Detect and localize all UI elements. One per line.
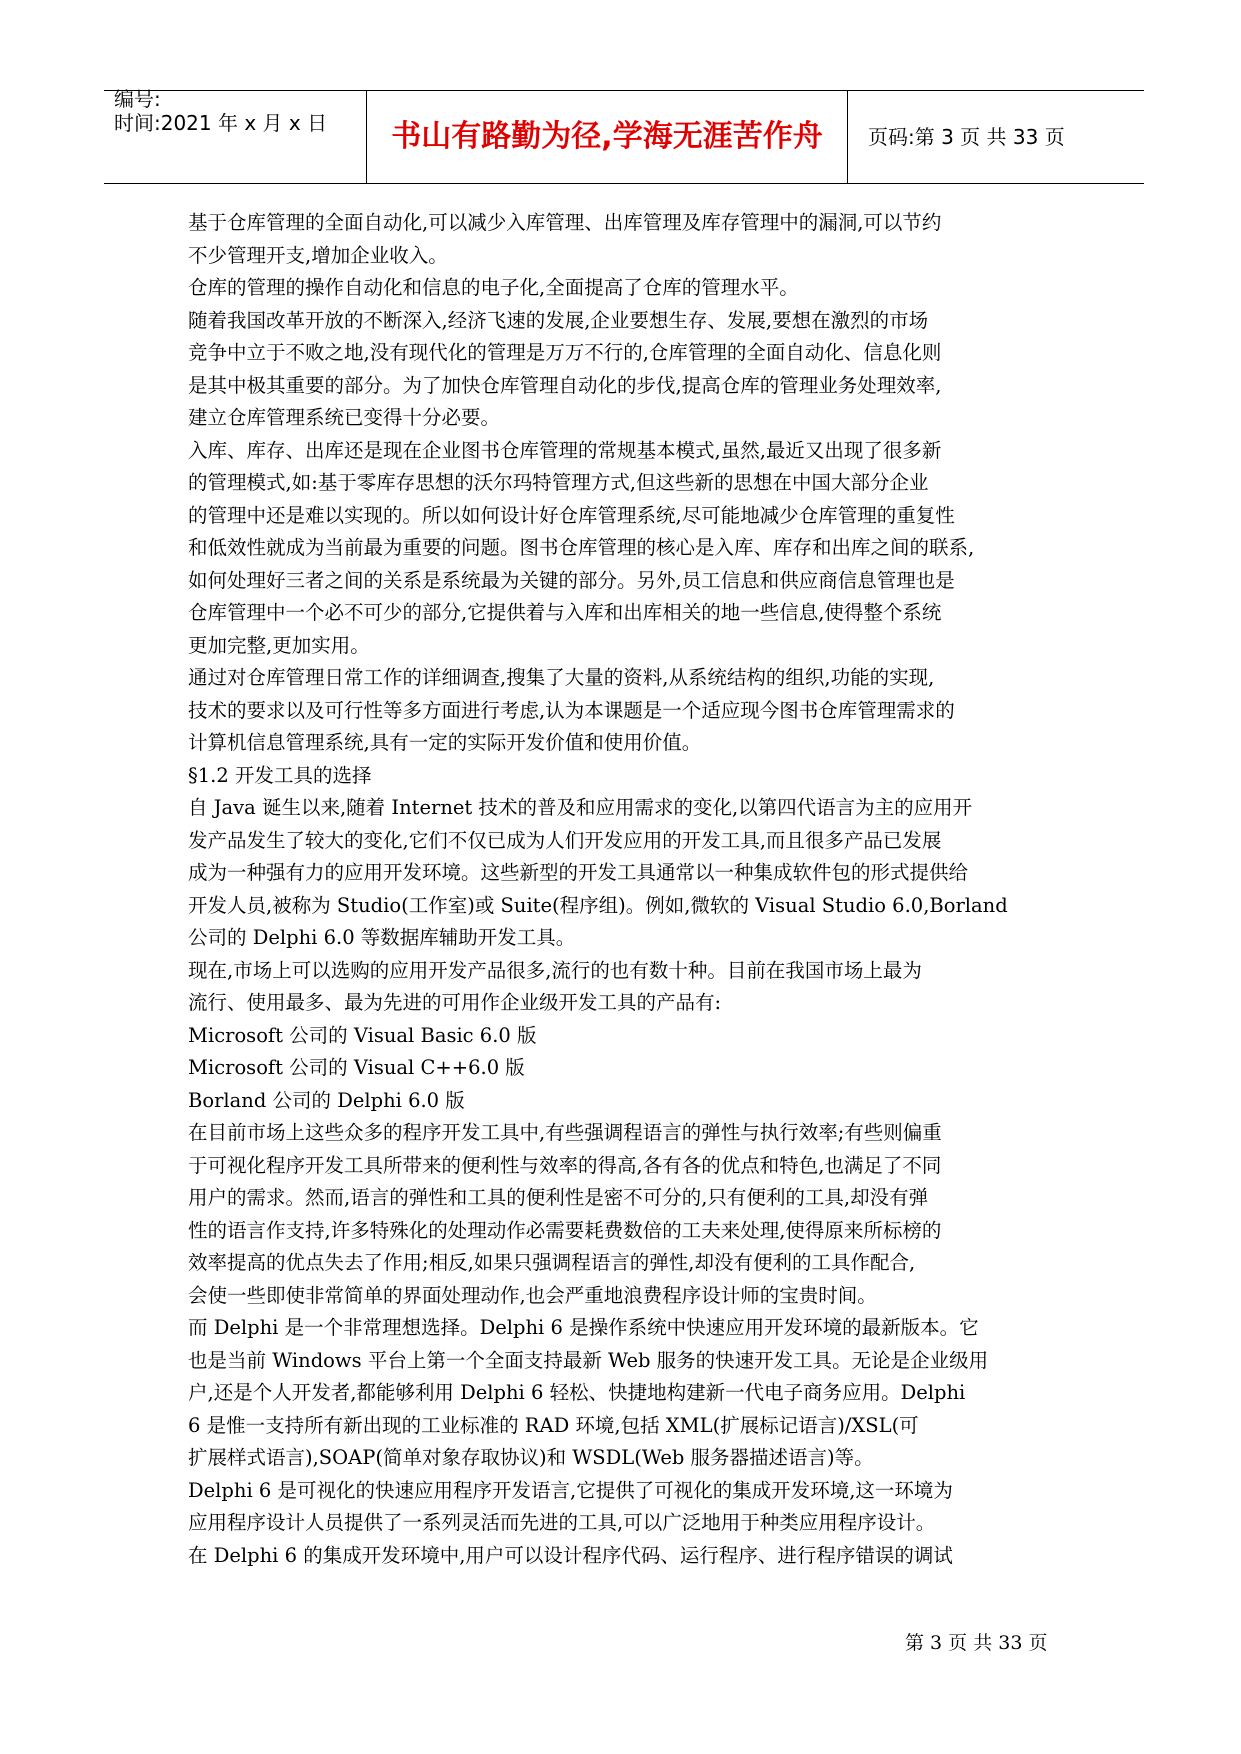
body-text-line: 扩展样式语言),SOAP(简单对象存取协议)和 WSDL(Web 服务器描述语言)等。 [188,1446,874,1469]
header-meta-cell [104,87,367,183]
body-text-line: 是其中极其重要的部分。为了加快仓库管理自动化的步伐,提高仓库的管理业务处理效率, [188,373,942,397]
header-time-label: 时间:2021 年 x 月 x 日 [114,111,328,135]
body-text-line: Borland 公司的 Delphi 6.0 版 [188,1088,465,1112]
body-text-line: 发产品发生了较大的变化,它们不仅已成为人们开发应用的开发工具,而且很多产品已发展 [188,828,942,852]
body-text-line: 竞争中立于不败之地,没有现代化的管理是万万不行的,仓库管理的全面自动化、信息化则 [188,341,942,364]
page-header [104,87,1144,184]
body-text-line: 的管理中还是难以实现的。所以如何设计好仓库管理系统,尽可能地减少仓库管理的重复性 [188,503,955,527]
body-text-line: 的管理模式,如:基于零库存思想的沃尔玛特管理方式,但这些新的思想在中国大部分企业 [188,471,929,494]
body-text-line: 也是当前 Windows 平台上第一个全面支持最新 Web 服务的快速开发工具。无论是企业级用 [188,1348,989,1372]
body-text-line: 会使一些即使非常简单的界面处理动作,也会严重地浪费程序设计师的宝贵时间。 [188,1283,877,1307]
body-text-line: 计算机信息管理系统,具有一定的实际开发价值和使用价值。 [188,731,702,754]
body-text-line: 流行、使用最多、最为先进的可用作企业级开发工具的产品有: [188,991,722,1014]
body-text-line: 6 是惟一支持所有新出现的工业标准的 RAD 环境,包括 XML(扩展标记语言)/XSL(可 [188,1413,919,1437]
body-text-line: §1.2 开发工具的选择 [188,763,372,787]
body-text-line: 成为一种强有力的应用开发环境。这些新型的开发工具通常以一种集成软件包的形式提供给 [188,861,969,884]
body-text-line: 不少管理开支,增加企业收入。 [188,243,448,267]
body-text-line: Microsoft 公司的 Visual C++6.0 版 [188,1056,525,1079]
header-motto: 书山有路勤为径,学海无涯苦作舟 [391,119,823,154]
body-text-line: 和低效性就成为当前最为重要的问题。图书仓库管理的核心是入库、库存和出库之间的联系, [188,536,975,559]
body-text-line: 而 Delphi 是一个非常理想选择。Delphi 6 是操作系统中快速应用开发环境的最新版本。它 [188,1316,979,1339]
body-text-line: 自 Java 诞生以来,随着 Internet 技术的普及和应用需求的变化,以第四代语言为主的应用开 [188,796,973,819]
body-text-line: 建立仓库管理系统已变得十分必要。 [188,406,501,429]
body-text-line: 如何处理好三者之间的关系是系统最为关键的部分。另外,员工信息和供应商信息管理也是 [188,568,955,592]
body-text-line: 在 Delphi 6 的集成开发环境中,用户可以设计程序代码、运行程序、进行程序错误的调试 [188,1543,953,1567]
body-text-line: 随着我国改革开放的不断深入,经济飞速的发展,企业要想生存、发展,要想在激烈的市场 [188,308,929,332]
header-motto-cell [367,91,848,183]
body-text-line: 现在,市场上可以选购的应用开发产品很多,流行的也有数十种。目前在我国市场上最为 [188,958,922,982]
header-page-info: 页码:第 3 页 共 33 页 [868,125,1065,149]
body-text-line: Microsoft 公司的 Visual Basic 6.0 版 [188,1023,537,1047]
body-text-line: 公司的 Delphi 6.0 等数据库辅助开发工具。 [188,926,576,949]
body-text-line: Delphi 6 是可视化的快速应用程序开发语言,它提供了可视化的集成开发环境,这一环境为 [188,1478,953,1502]
page-footer: 第 3 页 共 33 页 [905,1632,1048,1654]
body-text-line: 技术的要求以及可行性等多方面进行考虑,认为本课题是一个适应现今图书仓库管理需求的 [188,698,955,722]
body-text-line: 在目前市场上这些众多的程序开发工具中,有些强调程语言的弹性与执行效率;有些则偏重 [188,1121,942,1144]
body-text-line: 性的语言作支持,许多特殊化的处理动作必需要耗费数倍的工夫来处理,使得原来所标榜的 [188,1218,942,1242]
body-text-line: 于可视化程序开发工具所带来的便利性与效率的得高,各有各的优点和特色,也满足了不同 [188,1153,942,1177]
body-text-line: 入库、库存、出库还是现在企业图书仓库管理的常规基本模式,虽然,最近又出现了很多新 [188,438,942,462]
body-text-line: 应用程序设计人员提供了一系列灵活而先进的工具,可以广泛地用于种类应用程序设计。 [188,1511,936,1534]
body-text-line: 仓库管理中一个必不可少的部分,它提供着与入库和出库相关的地一些信息,使得整个系统 [188,601,942,624]
body-text-line: 通过对仓库管理日常工作的详细调查,搜集了大量的资料,从系统结构的组织,功能的实现, [188,666,935,689]
body-text-line: 更加完整,更加实用。 [188,633,370,657]
body-text-line: 用户的需求。然而,语言的弹性和工具的便利性是密不可分的,只有便利的工具,却没有弹 [188,1186,929,1209]
document-body [188,207,1058,1572]
body-text-line: 开发人员,被称为 Studio(工作室)或 Suite(程序组)。例如,微软的 Visual Studio 6.0,Borland [188,893,1008,917]
header-page-cell [848,91,1144,183]
header-number-label: 编号: [114,87,161,111]
body-text-line: 户,还是个人开发者,都能够利用 Delphi 6 轻松、快捷地构建新一代电子商务应用。Delphi [188,1381,966,1404]
body-text-line: 效率提高的优点失去了作用;相反,如果只强调程语言的弹性,却没有便利的工具作配合, [188,1251,916,1274]
body-text-line: 仓库的管理的操作自动化和信息的电子化,全面提高了仓库的管理水平。 [188,276,799,299]
body-text-line: 基于仓库管理的全面自动化,可以减少入库管理、出库管理及库存管理中的漏洞,可以节约 [188,211,942,234]
